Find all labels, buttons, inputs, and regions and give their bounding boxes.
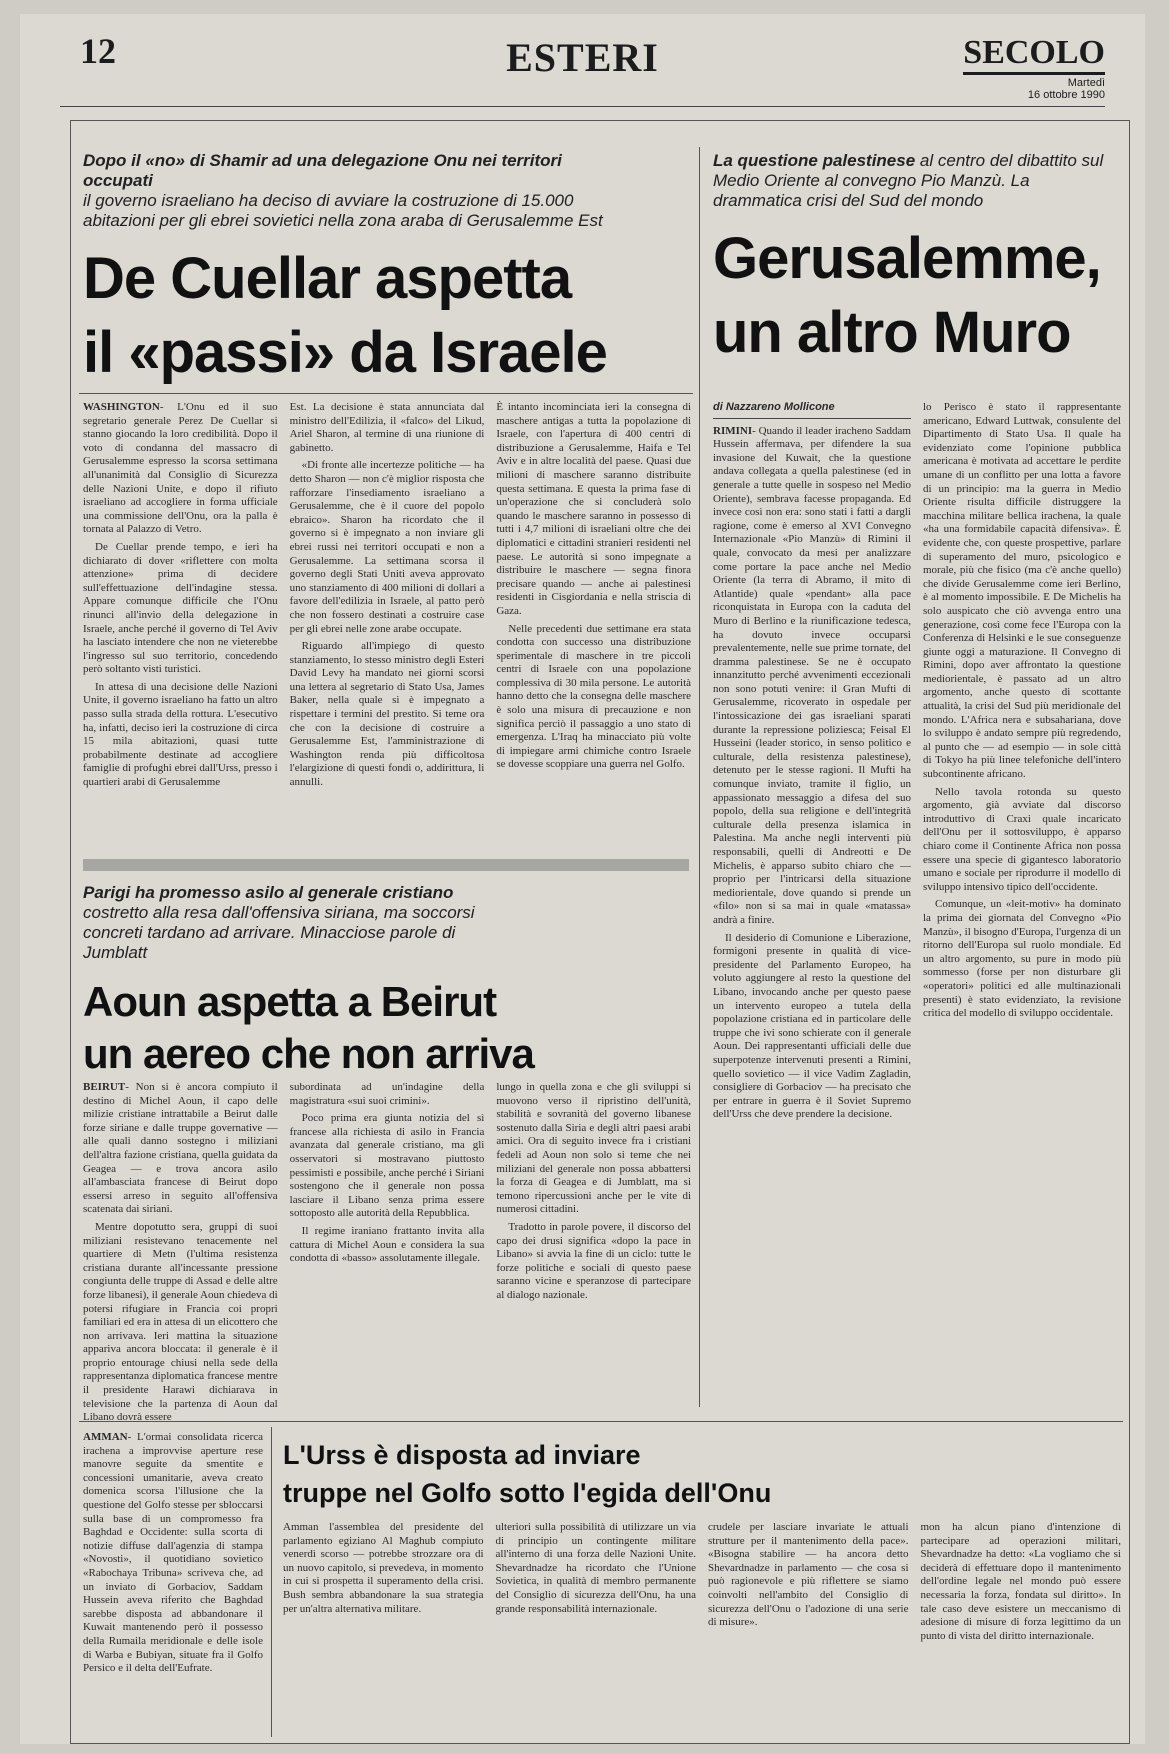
article-gerusalemme-header [713, 151, 1121, 391]
article-de-cuellar-header [83, 151, 691, 411]
article3-column-2: subordinata ad un'indagine della magistratura «sui suoi crimini». Poco prima era giunta notizia del sì francese alla richiesta di asilo in Francia avanzata dal generale cristiano, ma gli osservatori si mostravano piuttosto pessimisti e possibile, anche perché i Siriani sostengono che il generale non possa lasciare il Libano senza prima essere sottoposto alle autorità della Repubblica. Il regime iraniano frattanto invita alla cattura di Michel Aoun e considera la sua condotta di «basso» assolutamente illegale. [289, 1081, 485, 1265]
section-title: ESTERI [506, 35, 659, 80]
article4-lead-column [83, 1431, 263, 1731]
article4-column-2: ulteriori sulla possibilità di utilizzare un via di principio un contingente militare all'interno di una forza delle Nazioni Unite. Shevardnadze ha ricordato che l'Unione Sovietica, in qualità di membro permanente del Consiglio di sicurezza dell'Onu, ha una grande responsabilità internazionale. [495, 1521, 696, 1615]
article2-headline-line1: Gerusalemme, [713, 226, 1101, 291]
article1-kicker [83, 151, 623, 231]
article1-column-1: WASHINGTON- L'Onu ed il suo segretario generale Perez De Cuellar si stanno giocando la loro credibilità. Dopo il voto di condanna del massacro di Gerusalemme espresso la scorsa settimana all'unanimità dal Consiglio di Sicurezza delle Nazioni Unite, e dopo il rifiuto israeliano ad accogliere in forma ufficiale una commissione dell'Onu, ora la palla è tornata al Palazzo di Vetro. De Cuellar prende tempo, e ieri ha dichiarato di dover «riflettere con molta attenzione» prima di decidere sull'effettuazione dell'indagine stessa. Appare comunque difficile che l'Onu rinunci all'invio della delegazione in Israele, anche perché il governo di Tel Aviv ha lasciato intendere che non ne vieterebbe l'ingresso sul suo territorio, concedendo però soltanto visti turistici. In attesa di una decisione delle Nazioni Unite, il governo israeliano ha fatto un altro passo sulla strada della rottura. L'esecutivo ha, infatti, deciso ieri la costruzione di circa 15 mila abitazioni, quasi tutte probabilmente destinate ad accogliere famiglie di profughi ebrei dall'Urss, presso i quartieri arabi di Gerusalemme [83, 401, 278, 789]
article2-body [713, 401, 1121, 1401]
page-number: 12 [80, 31, 116, 71]
masthead [963, 34, 1105, 101]
article4-dateline: AMMAN [83, 1431, 128, 1443]
article1-rule [79, 393, 693, 394]
masthead-logo: SECOLO [963, 34, 1105, 75]
article4-column-1: Amman l'assemblea del presidente del parlamento egiziano Al Maghub compiuto venerdì scorso — potrebbe strozzare ora di un nuovo capitolo, si prevedeva, in momento in cui si prospetta il superamento della crisi. Bush sembra abbandonare la sua strategia per un'altra alternativa militare. [283, 1521, 484, 1615]
issue-date: 16 ottobre 1990 [1027, 89, 1105, 101]
article4-divider [271, 1427, 272, 1737]
article3-column-3: lungo in quella zona e che gli sviluppi si muovono verso il ripristino dell'unità, stabilità e sovranità del governo libanese sostenuto dalla Siria e degli altri paesi arabi amici. Ora di seguito invece fra i cristiani fedeli ad Aoun non solo si teme che nei miliziani del generale non possa abbattersi la forza di Geagea e di Jumblatt, ma si temono ripercussioni anche per le vite di numerosi cittadini. Tradotto in parole povere, il discorso del capo dei drusi significa «dopo la pace in Libano» si avvia la fine di un ciclo: tutte le forze politiche e sociali di questo paese saranno vicine e speranzose di partecipare al dialogo nazionale. [496, 1081, 692, 1301]
article2-column-2: lo Perisco è stato il rappresentante americano, Edward Luttwak, consulente del Dipartimento di Stato Usa. Il quale ha evidenziato come l'opinione pubblica americana è motivata ad accettare le perdite umane di un conflitto per una lotta a favore di un principio: ma la guerra in Medio Oriente risulta difficile distruggere la macchina militare bellica irachena, la quale «ha una formidabile capacità difensiva». È evidente che, con queste prospettive, parlare di superamento del muro, psicologico e morale, più che fisico (ma c'è anche quello) che divide Gerusalemme come ieri Berlino, è al momento impossibile. E De Michelis ha solo auspicato che ciò avvenga entro una generazione, così come fece l'Europa con la Conferenza di Helsinki e le sue conseguenze giunte oggi a maturazione. Il Convegno di Rimini, dopo aver affrontato la questione mediorientale, è passato ad un altro argomento, anche questo di scottante attualità, la crisi del Sud più meridionale del mondo. L'Africa nera e subsahariana, dove lo sviluppo è andato sempre più regredendo, al punto che — ad esempio — in sole città di Tokyo ha più linee telefoniche dell'intero subcontinente africano. Nello tavola rotonda su questo argomento, già avviate dal discorso introduttivo di Craxi quale incaricato dell'Onu per il sottosviluppo, è apparso chiaro come il Continente Africa non possa essere una specie di gigantesco laboratorio umano e sociale per riprodurre il modello di sviluppo intensivo tipico dell'occidente. Comunque, un «leit-motiv» ha dominato la prima dei giornata del Convegno «Pio Manzù», il bisogno d'Europa, l'urgenza di un ritorno dell'Europa sul ruolo mondiale. Ed un altro argomento, su pure in modo più sommesso (forse per non disturbare gli «operatori» politici ed alle multinazionali presenti) è stato evidenziato, la revisione critica del modello di sviluppo occidentale. [923, 401, 1121, 1020]
article2-kicker [713, 151, 1121, 211]
article4-headline-line2: truppe nel Golfo sotto l'egida dell'Onu [283, 1478, 772, 1508]
article1-kicker-text: il governo israeliano ha deciso di avviare la costruzione di 15.000 abitazioni per gli ebrei sovietici nella zona araba di Gerusalemme Est [83, 191, 603, 230]
article1-kicker-bold: Dopo il «no» di Shamir ad una delegazione Onu nei territori occupati [83, 151, 562, 190]
article4-column-3: crudele per lasciare invariate le attuali strutture per il mantenimento della pace». «Bisogna stabilire — ha ancora detto Shevardnadze in parlamento — che cosa si può ragionevole e più riflettere se siamo coinvolti nell'ambito del Consiglio di sicurezza dell'Onu o l'adozione di una serie di misure». [708, 1521, 909, 1629]
article2-headline-line2: un altro Muro [713, 300, 1071, 365]
article1-headline-line1: De Cuellar aspetta [83, 246, 572, 311]
article2-kicker-bold: La questione palestinese [713, 151, 916, 170]
page-header [20, 14, 1145, 124]
article4-headline-line1: L'Urss è disposta ad inviare [283, 1440, 641, 1470]
article3-kicker [83, 883, 503, 963]
article1-column-2: Est. La decisione è stata annunciata dal ministro dell'Edilizia, il «falco» del Likud, Ariel Sharon, al termine di una riunione di gabinetto. «Di fronte alle incertezze politiche — ha detto Sharon — non c'è miglior risposta che rafforzare l'insediamento israeliano a Gerusalemme, che è il cuore del popolo ebraico». Sharon ha ricordato che il governo si è impegnato a non inviare gli ebrei russi nei territori occupati e non a Gerusalemme. La settimana scorsa il governo degli Stati Uniti aveva approvato uno stanziamento di 400 milioni di dollari a favore dell'edilizia in Israele, al patto però che non fossero destinati a costruire case per gli ebrei nelle zone arabe occupate. Riguardo all'impiego di questo stanziamento, lo stesso ministro degli Esteri David Levy ha mandato nei giorni scorsi una lettera al segretario di Stato Usa, James Baker, nella quale si è impegnato a rispettare i termini del prestito. Si teme ora che con la decisione di costruire a Gerusalemme Est, l'amministrazione di Washington renda più difficoltosa l'elargizione di questi fondi o, addirittura, li annulli. [289, 401, 485, 789]
column-divider-right [699, 147, 700, 1407]
newspaper-page [20, 14, 1145, 1744]
article3-headline-line1: Aoun aspetta a Beirut [83, 978, 497, 1025]
content-frame [70, 120, 1130, 1744]
article3-column-1: BEIRUT- Non si è ancora compiuto il destino di Michel Aoun, il capo delle milizie cristiane intrattabile a Beirut dalle forze siriane e dalle truppe governative — alle quali danno sostegno i miliziani dell'altra fazione cristiana, quella guidata da Geagea — e trova ancora asilo all'ambasciata francese di Beirut dopo essersi arreso in seguito all'offensiva scatenata dai siriani. Mentre dopotutto sera, gruppi di suoi miliziani resistevano tenacemente nel quartiere di Metn (l'ultima resistenza cristiana durante all'incessante pressione congiunta delle truppe di Assad e delle altre forze libanesi), il generale Aoun chiedeva di potersi rifugiare in Francia coi propri familiari ed era in attesa di un elicottero che non arrivava. Ieri mattina la situazione appariva ancora bloccata: il generale è il proprio entourage chiusi nella sede della rappresentanza diplomatica francese mentre il presidente Harawi dichiarava in televisione che la partenza di Aoun dal Libano dovrà essere [83, 1081, 278, 1424]
issue-day: Martedì [1067, 77, 1105, 89]
article3-headline-line2: un aereo che non arriva [83, 1030, 534, 1077]
article3-dateline: BEIRUT [83, 1081, 126, 1093]
article2-byline: di Nazzareno Mollicone [713, 401, 911, 419]
article1-column-3: È intanto incominciata ieri la consegna di maschere antigas a tutta la popolazione di Israele, con l'apertura di 400 centri di distribuzione a Gerusalemme, Haifa e Tel Aviv e in altre località del paese. Quasi due milioni di maschere saranno distribuite questa settimana. E questa la prima fase di un'operazione che si concluderà solo quando le maschere saranno in possesso di tutti i 4,7 milioni di israeliani oltre che dei diplomatici e cittadini stranieri residenti nel paese. Le autorità si sono impegnate a distribuire le maschere — segna finora precisare quando — anche ai palestinesi residenti in Cisgiordania e nella striscia di Gaza. Nelle precedenti due settimane era stata condotta con successo una distribuzione sperimentale di maschere in tre piccoli centri di Israele con una popolazione complessiva di 30 mila persone. Le autorità hanno detto che la consegna delle maschere è solo una misura di precauzione e non significa perciò il passaggio a uno stato di emergenza. L'Iraq ha minacciato più volte di impiegare armi chimiche contro Israele se dovesse scoppiare una guerra nel Golfo. [496, 401, 692, 771]
article1-dateline: WASHINGTON [83, 401, 160, 413]
article1-body [83, 401, 691, 801]
article2-column-1: di Nazzareno Mollicone RIMINI- Quando il leader iracheno Saddam Hussein affermava, per difendere la sua invasione del Kuwait, che la questione andava collegata a quella palestinese (ed in generale a tutte quelle in sospeso nel Medio Oriente), sembrava facesse propaganda. Ed invece così non era: sono stati i fatti a dargli ragione, come è emerso al XVI Convegno Internazionale «Pio Manzù» di Rimini il quale, convocato da mesi per analizzare come portare la pace anche nel Medio Oriente (la terra di Abramo, il mito di Atlantide) quale «pendant» alla pace riconquistata in Europa con la caduta del Muro di Berlino e la riunificazione tedesca, ha dovuto invece occuparsi prevalentemente, nelle sue prime tornate, del dramma palestinese. Se ne è occupato innanzitutto perché avvenimenti eccezionali non sono potuti venire: il Gran Mufti di Gerusalemme, ricoverato in ospedale per l'intossicazione dei gas israeliani sparati durante la repressione poliziesca; Feisal El Husseini (leader storico, in senso politico e culturale, della resistenza palestinese), detenuto per le stesse ragioni. Il Mufti ha comunque inviato, tramite il figlio, un appassionato messaggio a difesa del suo popolo, della sua religione e dell'integrità culturale della presenza islamica in Palestina. Ma anche negli interventi più responsabili, quelli di Andreotti e De Michelis, è apparso subito chiaro che — proprio per l'intricarsi della situazione mediorientale, dove quando si prende un «filo» non si sa mai in quale «matassa» andrà a finire. Il desiderio di Comunione e Liberazione, formigoni presente in qualità di vice-presidente del Parlamento Europeo, ha voluto aggiungere al resto la questione del Libano, invocando anche per questo paese un intervento europeo a tutela della popolazione cristiana ed in particolare delle truppe che ivi sono schierate con il generale Aoun. Dei rappresentanti ufficiali delle due superpotenze intervenuti presenti a Rimini, quello sovietico — il vice Vadim Zagladin, consigliere di Gorbaciov — ha precisato che per entrare in guerra è il Soviet Supremo dell'Urss che deve prendere la decisione. [713, 401, 911, 1121]
header-rule [60, 106, 1105, 107]
article1-headline-line2: il «passi» da Israele [83, 320, 607, 385]
article4-body [283, 1521, 1121, 1731]
article3-kicker-text: costretto alla resa dall'offensiva siriana, ma soccorsi concreti tardano ad arrivare. Minacciose parole di Jumblatt [83, 903, 475, 962]
article2-kicker-text: al centro del dibattito sul Medio Oriente al convegno Pio Manzù. La drammatica crisi del Sud del mondo [713, 151, 1104, 210]
bottom-section-rule [79, 1421, 1123, 1422]
section-separator-band [83, 859, 689, 871]
article2-dateline: RIMINI [713, 424, 753, 437]
article3-kicker-bold: Parigi ha promesso asilo al generale cristiano [83, 883, 454, 902]
article4-column-0: AMMAN- L'ormai consolidata ricerca irachena a improvvise aperture rese manovre seguite da smentite e concessioni umanitarie, aveva creato domenica scorsa l'illusione che la questione del Golfo stesse per sbloccarsi sulla base di un compromesso fra Baghdad e Occidente: sulla scorta di notizie diffuse dall'agenzia di stampa «Novosti», il quotidiano sovietico «Rabochaya Tribuna» scriveva che, ad un inviato di Gorbaciov, Saddam Hussein aveva riferito che Baghdad sarebbe disposta ad abbandonare il Kuwait mantenendo però il possesso della Rumaila meridionale e delle isole di Warba e Bubiyan, situate fra il Golfo Persico e il delta dell'Eufrate. [83, 1431, 263, 1675]
article-urss-header [283, 1439, 923, 1519]
article4-column-4: mon ha alcun piano d'intenzione di partecipare ad operazioni militari, Shevardnadze ha detto: «La vogliamo che si deciderà di effettuare dopo il mantenimento dell'ordine legale nel mondo può essere necessaria la forza, fondata sul diritto». In tale caso deve esistere un meccanismo di adesione di misure di forza legittimo da un punto di vista del diritto internazionale. [920, 1521, 1121, 1642]
article3-body [83, 1081, 692, 1424]
